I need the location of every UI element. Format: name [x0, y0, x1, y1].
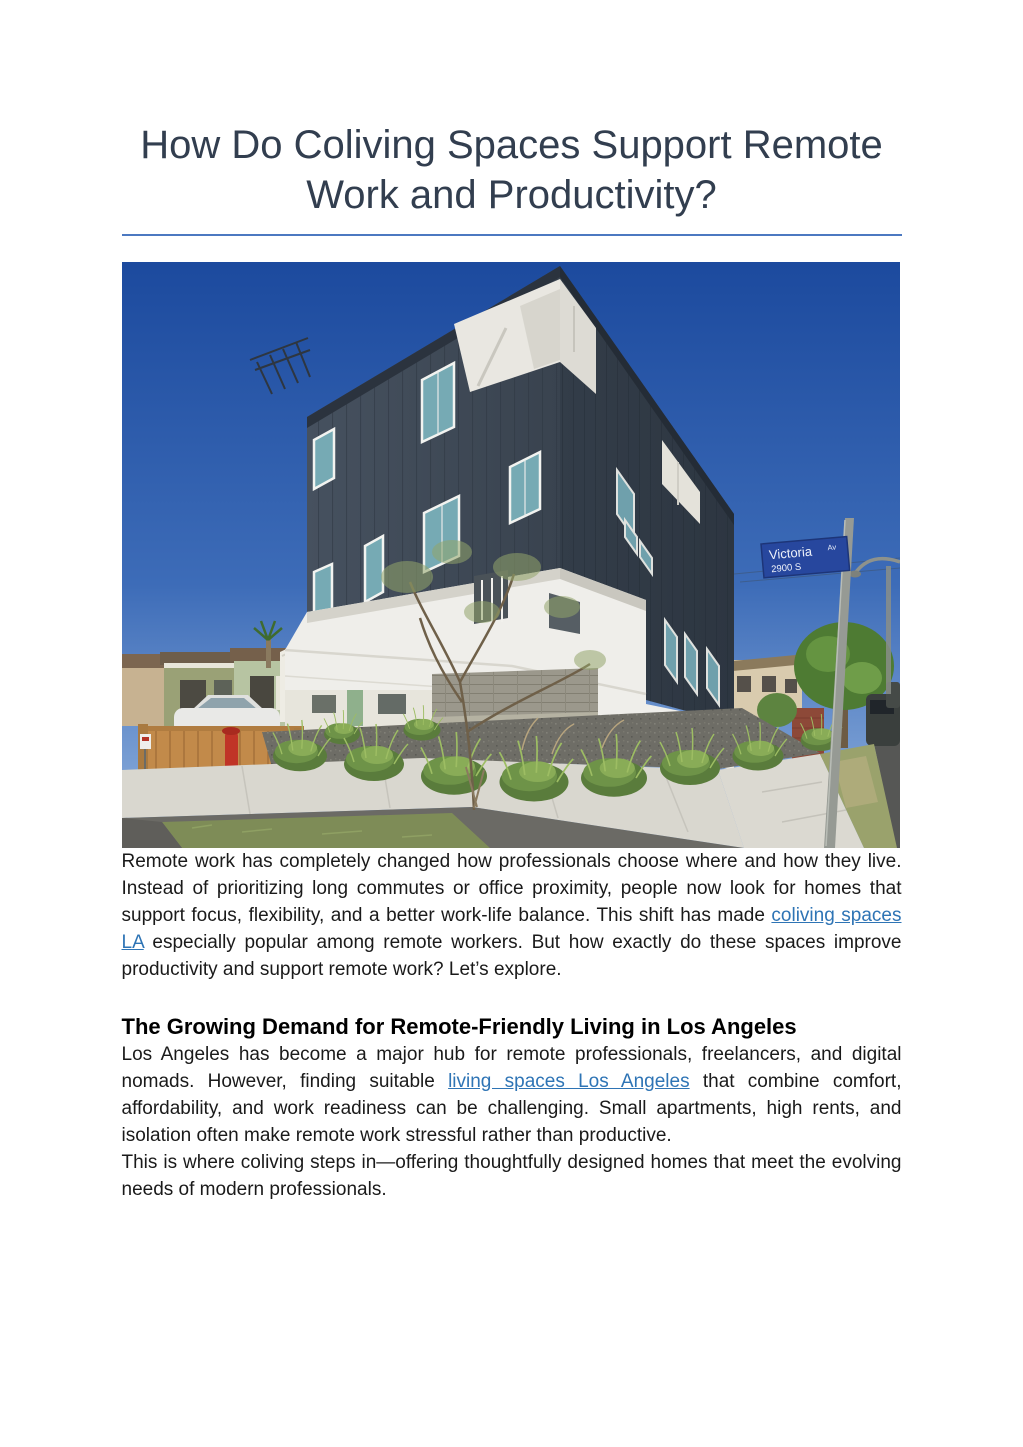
section-paragraph-2: This is where coliving steps in—offering thoughtfully designed homes that meet the evolving needs of modern professionals. — [121, 1152, 902, 1200]
article-photo — [122, 262, 900, 848]
intro-text-before: Remote work has completely changed how professionals choose where and how they live. Instead of prioritizing long commutes or office proximity, people now look for homes that support focus, flexibility, and a better work-life balance. This shift has made — [121, 851, 902, 926]
intro-text-after: especially popular among remote workers. But how exactly do these spaces improve productivity and support remote work? Let’s explore. — [121, 932, 902, 980]
section-heading-growing-demand: The Growing Demand for Remote-Friendly Living in Los Angeles — [121, 1014, 797, 1039]
intro-paragraph — [122, 848, 902, 983]
document-content — [122, 0, 902, 1203]
street-sign — [761, 537, 850, 578]
coliving-spaces-la-link[interactable]: coliving spaces LA — [121, 905, 902, 953]
page-title: How Do Coliving Spaces Support Remote Work and Productivity? — [122, 120, 902, 236]
living-spaces-los-angeles-link[interactable]: living spaces Los Angeles — [448, 1071, 690, 1092]
street-sign-suffix: Av — [826, 542, 837, 553]
section-p1-before: Los Angeles has become a major hub for remote professionals, freelancers, and digital nomads. However, finding suitable — [121, 1044, 902, 1092]
street-sign-name: Victoria — [767, 543, 813, 563]
section-paragraph-1 — [122, 1041, 902, 1149]
building-photo-illustration — [122, 262, 900, 848]
section-p1-after: that combine comfort, affordability, and work readiness can be challenging. Small apartments, high rents, and isolation often make remote work stressful rather than productive. — [121, 1071, 902, 1146]
street-sign-block: 2900 S — [770, 561, 802, 576]
